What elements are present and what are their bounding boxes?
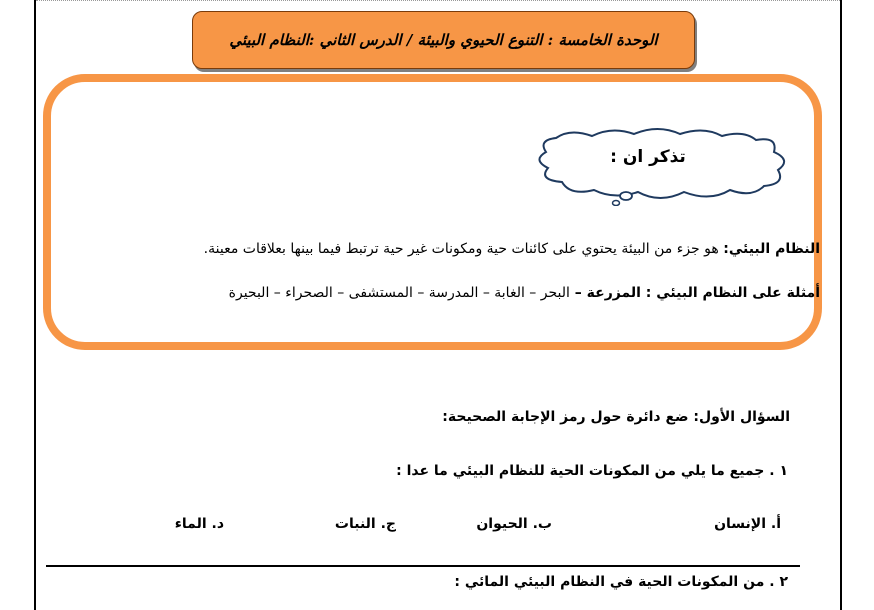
examples-rest: البحر – الغابة – المدرسة – المستشفى – الصحراء – البحيرة [228, 285, 570, 301]
definition-term: النظام البيئي: [723, 241, 820, 257]
question1-title: السؤال الأول: ضع دائرة حول رمز الإجابة الصحيحة: [442, 409, 790, 425]
section-divider [46, 565, 800, 567]
examples-first: المزرعة – [569, 285, 646, 301]
question1-item1-text: ١ . جميع ما يلي من المكونات الحية للنظام البيئي ما عدا : [396, 463, 788, 479]
ecosystem-definition [204, 241, 820, 257]
frame-left-line [34, 0, 36, 610]
lesson-title-box [192, 11, 695, 69]
option-c[interactable]: ج. النبات [334, 516, 396, 532]
ecosystem-examples [229, 285, 820, 301]
definition-text: هو جزء من البيئة يحتوي على كائنات حية ومكونات غير حية ترتبط فيما بينها بعلاقات معينة. [203, 241, 724, 257]
remember-cloud-label: تذكر ان : [610, 147, 686, 167]
frame-top-fragment [36, 0, 840, 4]
option-b[interactable]: ب. الحيوان [476, 516, 552, 532]
option-a[interactable]: أ. الإنسان [714, 516, 781, 532]
examples-label: أمثلة على النظام البيئي : [645, 285, 820, 301]
lesson-title: الوحدة الخامسة : التنوع الحيوي والبيئة / الدرس الثاني :النظام البيئي [229, 31, 658, 49]
question1-item2-text: ٢ . من المكونات الحية في النظام البيئي المائي : [454, 574, 788, 590]
frame-right-line [840, 0, 842, 610]
option-d[interactable]: د. الماء [174, 516, 224, 532]
remember-box [43, 74, 822, 350]
